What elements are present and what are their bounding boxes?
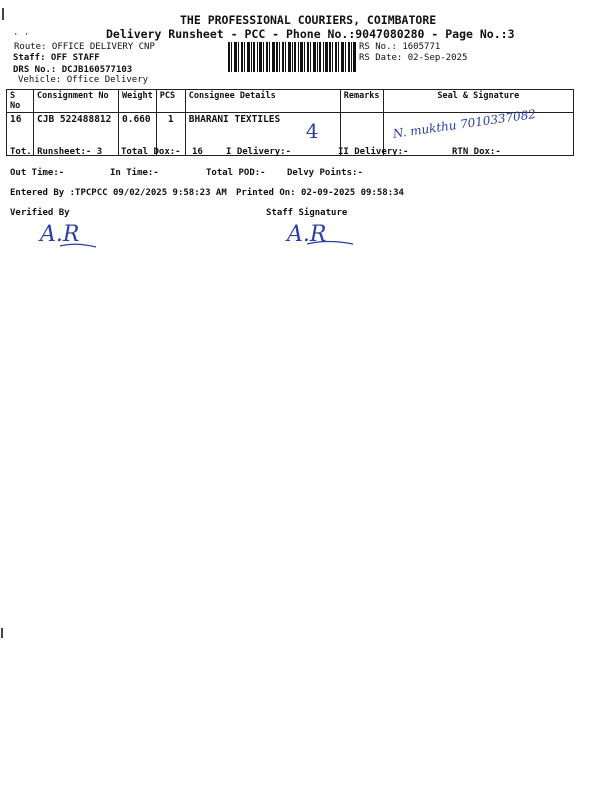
- staff-signature: A.R: [287, 222, 327, 247]
- header-pcs: PCS: [156, 90, 185, 113]
- delvy-points: Delvy Points:-: [287, 168, 363, 178]
- header-consignee-details: Consignee Details: [185, 90, 340, 113]
- tot-runsheet: Tot. Runsheet:- 3: [10, 147, 103, 157]
- drs-number: DRS No.: DCJB160577103: [13, 65, 133, 75]
- header-weight: Weight: [119, 90, 157, 113]
- barcode-image: [228, 42, 356, 72]
- staff-signature-underline: [305, 236, 355, 248]
- runsheet-subtitle: Delivery Runsheet - PCC - Phone No.:9047080280 - Page No.:3: [106, 27, 515, 41]
- handwritten-note: 4: [305, 119, 319, 143]
- ii-delivery: II Delivery:-: [338, 147, 409, 157]
- company-title: THE PROFESSIONAL COURIERS, COIMBATORE: [180, 13, 437, 27]
- cell-pcs: 1: [156, 113, 185, 156]
- entered-by: Entered By :TPCPCC 09/02/2025 9:58:23 AM: [10, 188, 227, 198]
- out-time: Out Time:-: [10, 168, 65, 178]
- scan-edge-mark: [1, 628, 3, 638]
- in-time: In Time:-: [110, 168, 159, 178]
- consignee-name: BHARANI TEXTILES: [188, 114, 281, 125]
- runsheet-table: [6, 89, 574, 156]
- header-sno: S No: [7, 90, 34, 113]
- receiver-signature: N. mukthu 7010337082: [391, 106, 537, 141]
- total-dox-value: 16: [192, 147, 203, 157]
- cell-sno: 16: [7, 113, 34, 156]
- total-dox-label: Total Dox:-: [121, 147, 181, 157]
- header-consignment-no: Consignment No: [34, 90, 119, 113]
- vehicle-label: Vehicle: Office Delivery: [18, 75, 149, 85]
- total-pod: Total POD:-: [206, 168, 266, 178]
- header-dots: · ·: [13, 30, 30, 40]
- verified-signature-underline: [58, 238, 98, 250]
- staff-label: Staff: OFF STAFF: [13, 53, 100, 63]
- cell-weight: 0.660: [119, 113, 157, 156]
- verified-by-label: Verified By: [10, 208, 70, 218]
- header-seal-signature: Seal & Signature: [383, 90, 573, 113]
- verified-signature: A.R: [40, 222, 80, 247]
- rtn-dox: RTN Dox:-: [452, 147, 501, 157]
- rs-number: RS No.: 1605771: [359, 42, 441, 52]
- i-delivery: I Delivery:-: [226, 147, 292, 157]
- cell-consignment-no: CJB 522488812: [34, 113, 119, 156]
- rs-date: RS Date: 02-Sep-2025: [359, 53, 468, 63]
- scan-edge-mark: [2, 8, 4, 20]
- header-remarks: Remarks: [340, 90, 383, 113]
- printed-on: Printed On: 02-09-2025 09:58:34: [236, 188, 404, 198]
- table-header-row: [7, 90, 574, 113]
- staff-signature-label: Staff Signature: [266, 208, 348, 218]
- route-label: Route: OFFICE DELIVERY CNP: [14, 42, 155, 52]
